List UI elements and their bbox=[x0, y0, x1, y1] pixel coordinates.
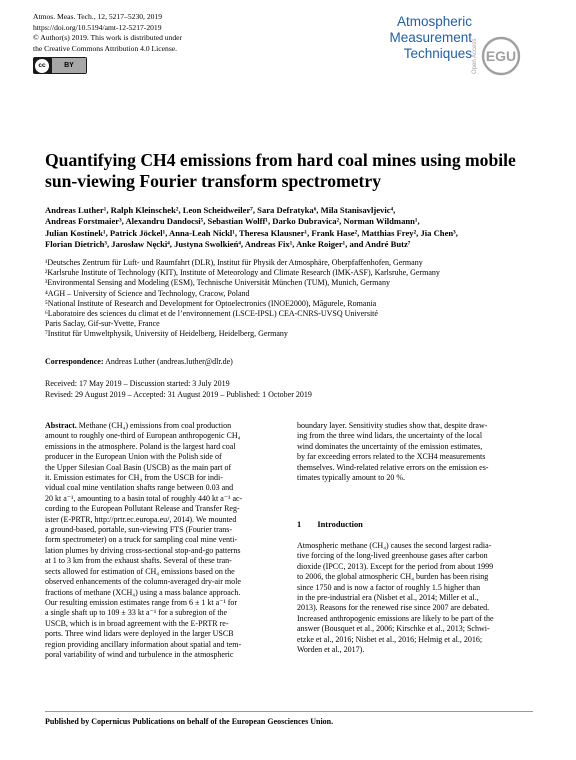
abstract-line: boundary layer. Sensitivity studies show that, despite draw- bbox=[297, 421, 488, 430]
abstract-line: fractions of methane (XCH₄) using a mass balance approach. bbox=[45, 587, 241, 597]
affiliation-line: ⁵National Institute of Research and Development for Optoelectronics (INOE2000), Măgurele, Romania bbox=[45, 298, 377, 308]
intro-line: etzke et al., 2016; Nisbet et al., 2016; Helmig et al., 2016; bbox=[297, 634, 483, 644]
correspondence-text[interactable]: Andreas Luther (andreas.luther@dlr.de) bbox=[103, 357, 233, 366]
journal-name-line: Atmospheric bbox=[396, 14, 472, 29]
journal-name bbox=[322, 14, 472, 62]
paper-title bbox=[45, 150, 531, 192]
author-line: Andreas Forstmaier³, Alexandru Dandocsi⁵, Sebastian Wolff¹, Darko Dubravica², Norman Wildmann¹, bbox=[45, 216, 420, 227]
abstract-line: vidual coal mine ventilation shafts range between 0.03 and bbox=[45, 483, 234, 493]
abstract-line: themselves. Wind-related relative errors on the emission es- bbox=[297, 462, 489, 472]
publisher-footer: Published by Copernicus Publications on behalf of the European Geosciences Union. bbox=[45, 717, 334, 726]
intro-line: answer (Bousquet et al., 2006; Kirschke et al., 2013; Schwi- bbox=[297, 624, 490, 634]
author-line: Andreas Luther¹, Ralph Kleinschek², Leon Scheidweiler⁷, Sara Defratyka⁶, Mila Stanisavljevic⁴, bbox=[45, 205, 396, 215]
correspondence bbox=[45, 357, 233, 366]
abstract-line: a ground-based, portable, sun-viewing FTS (Fourier trans- bbox=[45, 525, 233, 535]
affiliation-line: Paris Saclay, Gif-sur-Yvette, France bbox=[45, 319, 160, 329]
intro-line: Atmospheric methane (CH₄) causes the second largest radia- bbox=[297, 541, 492, 550]
abstract-label: Abstract. bbox=[45, 421, 77, 430]
intro-line: tive forcing of the long-lived greenhouse gases after carbon bbox=[297, 551, 488, 561]
affiliation-line: ³Environmental Sensing and Modeling (ESM), Technische Universität München (TUM), Munich, Germany bbox=[45, 278, 390, 288]
abstract-line: emissions in the atmosphere. Poland is the largest hard coal bbox=[45, 441, 236, 451]
author-line: Julian Kostinek¹, Patrick Jöckel¹, Anna-Leah Nickl¹, Theresa Klausner¹, Frank Hase², Matthias Frey², Jia Chen³, bbox=[45, 227, 458, 238]
abstract-line: ing from the three wind lidars, the uncertainty of the local bbox=[297, 431, 483, 441]
intro-line: Increased anthropogenic emissions are likely to be part of the bbox=[297, 613, 494, 623]
section-title: Introduction bbox=[317, 520, 363, 529]
journal-header bbox=[33, 12, 182, 54]
intro-line: Worden et al., 2017). bbox=[297, 645, 365, 655]
abstract-line: cording to the European Pollutant Release and Transfer Reg- bbox=[45, 504, 240, 514]
abstract-line: timates typically amount to 20 %. bbox=[297, 473, 405, 483]
author-line: Florian Dietrich³, Jarosław Nęcki⁴, Justyna Swolkień⁴, Andreas Fix¹, Anke Roiger¹, and André Butz⁷ bbox=[45, 238, 411, 249]
introduction-text bbox=[297, 541, 533, 655]
intro-line: since 1750 and is now a factor of roughly 1.5 higher than bbox=[297, 582, 481, 592]
abstract-line: Our resulting emission estimates range from 6 ± 1 kt a⁻¹ for bbox=[45, 597, 238, 607]
abstract-line: form spectrometer) on a truck for sampling coal mine venti- bbox=[45, 535, 238, 545]
title-line: sun-viewing Fourier transform spectrometry bbox=[45, 171, 382, 191]
header-line[interactable]: https://doi.org/10.5194/amt-12-5217-2019 bbox=[33, 22, 162, 32]
abstract-line: the Upper Silesian Coal Basin (USCB) as the main part of bbox=[45, 462, 232, 472]
abstract-line-text: Methane (CH₄) emissions from coal production bbox=[78, 421, 232, 430]
cc-icon: cc bbox=[35, 59, 49, 73]
abstract-line: region providing ancillary information about spatial and tem- bbox=[45, 639, 242, 649]
publication-dates bbox=[45, 379, 312, 400]
egu-logo-text: EGU bbox=[485, 48, 517, 64]
abstract-line[interactable]: ister (E-PRTR, http://prtr.ec.europa.eu/, 2014). We mounted bbox=[45, 514, 237, 524]
egu-logo bbox=[481, 36, 521, 76]
intro-line: 2013). Reasons for the renewed rise since 2007 are debated. bbox=[297, 603, 490, 613]
abstract-line: sects allowed for estimation of CH₄ emissions based on the bbox=[45, 566, 235, 576]
open-access-label bbox=[470, 30, 478, 75]
dates-line: Received: 17 May 2019 – Discussion started: 3 July 2019 bbox=[45, 379, 230, 388]
dates-line: Revised: 29 August 2019 – Accepted: 31 August 2019 – Published: 1 October 2019 bbox=[45, 389, 312, 399]
section-number: 1 bbox=[297, 520, 302, 529]
correspondence-label: Correspondence: bbox=[45, 357, 104, 366]
abstract-line: USCB, which is in broad agreement with the E-PRTR re- bbox=[45, 618, 229, 628]
abstract-continued bbox=[297, 421, 533, 483]
header-line: the Creative Commons Attribution 4.0 License. bbox=[33, 43, 178, 53]
intro-line: to 2006, the global atmospheric CH₄ burden has been rising bbox=[297, 572, 489, 582]
intro-line: dioxide (IPCC, 2013). Except for the period from about 1999 bbox=[297, 561, 494, 571]
abstract-line: producer in the European Union with the Polish side of bbox=[45, 452, 222, 462]
affiliation-line: ⁴AGH – University of Science and Technology, Cracow, Poland bbox=[45, 288, 250, 298]
abstract-line bbox=[45, 421, 281, 431]
header-line: Atmos. Meas. Tech., 12, 5217–5230, 2019 bbox=[33, 12, 163, 21]
abstract-line: amount to roughly one-third of European anthropogenic CH₄ bbox=[45, 431, 241, 441]
author-list bbox=[45, 205, 535, 250]
abstract-line: wind dominates the uncertainty of the emission estimates, bbox=[297, 441, 483, 451]
by-icon: BY bbox=[52, 58, 86, 73]
journal-name-line: Techniques bbox=[403, 46, 472, 61]
open-access-text: Open Access bbox=[472, 38, 478, 74]
affiliation-line: ¹Deutsches Zentrum für Luft- und Raumfahrt (DLR), Institut für Physik der Atmosphäre, Oberpfaffenhofen, Germany bbox=[45, 258, 423, 267]
cc-by-license-badge[interactable] bbox=[33, 57, 87, 74]
abstract bbox=[45, 421, 281, 660]
abstract-line: lation plumes by driving cross-sectional stop-and-go patterns bbox=[45, 545, 241, 555]
header-line: © Author(s) 2019. This work is distributed under bbox=[33, 33, 183, 42]
affiliation-line: ⁶Laboratoire des sciences du climat et de l’environnement (LSCE-IPSL) CEA-CNRS-UVSQ Université bbox=[45, 309, 378, 319]
abstract-line: by far exceeding errors related to the XCH4 measurements bbox=[297, 452, 486, 462]
abstract-line: poral variability of wind and turbulence in the atmospheric bbox=[45, 649, 234, 659]
affiliation-line: ⁷Institut für Umweltphysik, University of Heidelberg, Heidelberg, Germany bbox=[45, 329, 288, 339]
journal-name-line: Measurement bbox=[389, 30, 472, 45]
abstract-line: a single shaft up to 109 ± 33 kt a⁻¹ for a subregion of the bbox=[45, 608, 228, 618]
abstract-line: at 1 to 3 km from the exhaust shafts. Several of these tran- bbox=[45, 556, 232, 566]
title-line: Quantifying CH4 emissions from hard coal mines using mobile bbox=[45, 150, 516, 170]
abstract-line: observed enhancements of the column-averaged dry-air mole bbox=[45, 577, 241, 587]
intro-line: in the pre-industrial era (Nisbet et al., 2014; Miller et al., bbox=[297, 593, 479, 603]
affiliation-list bbox=[45, 258, 535, 340]
abstract-line: 20 kt a⁻¹, amounting to a basin total of roughly 440 kt a⁻¹ ac- bbox=[45, 493, 243, 503]
section-heading bbox=[297, 520, 363, 529]
affiliation-line: ²Karlsruhe Institute of Technology (KIT), Institute of Meteorology and Climate Research (IMK-ASF), Karlsruhe, Germany bbox=[45, 268, 440, 278]
abstract-line: it. Emission estimates for CH₄ from the USCB for indi- bbox=[45, 473, 223, 483]
footer-divider bbox=[45, 711, 533, 712]
abstract-line: ports. Three wind lidars were deployed in the larger USCB bbox=[45, 629, 234, 639]
